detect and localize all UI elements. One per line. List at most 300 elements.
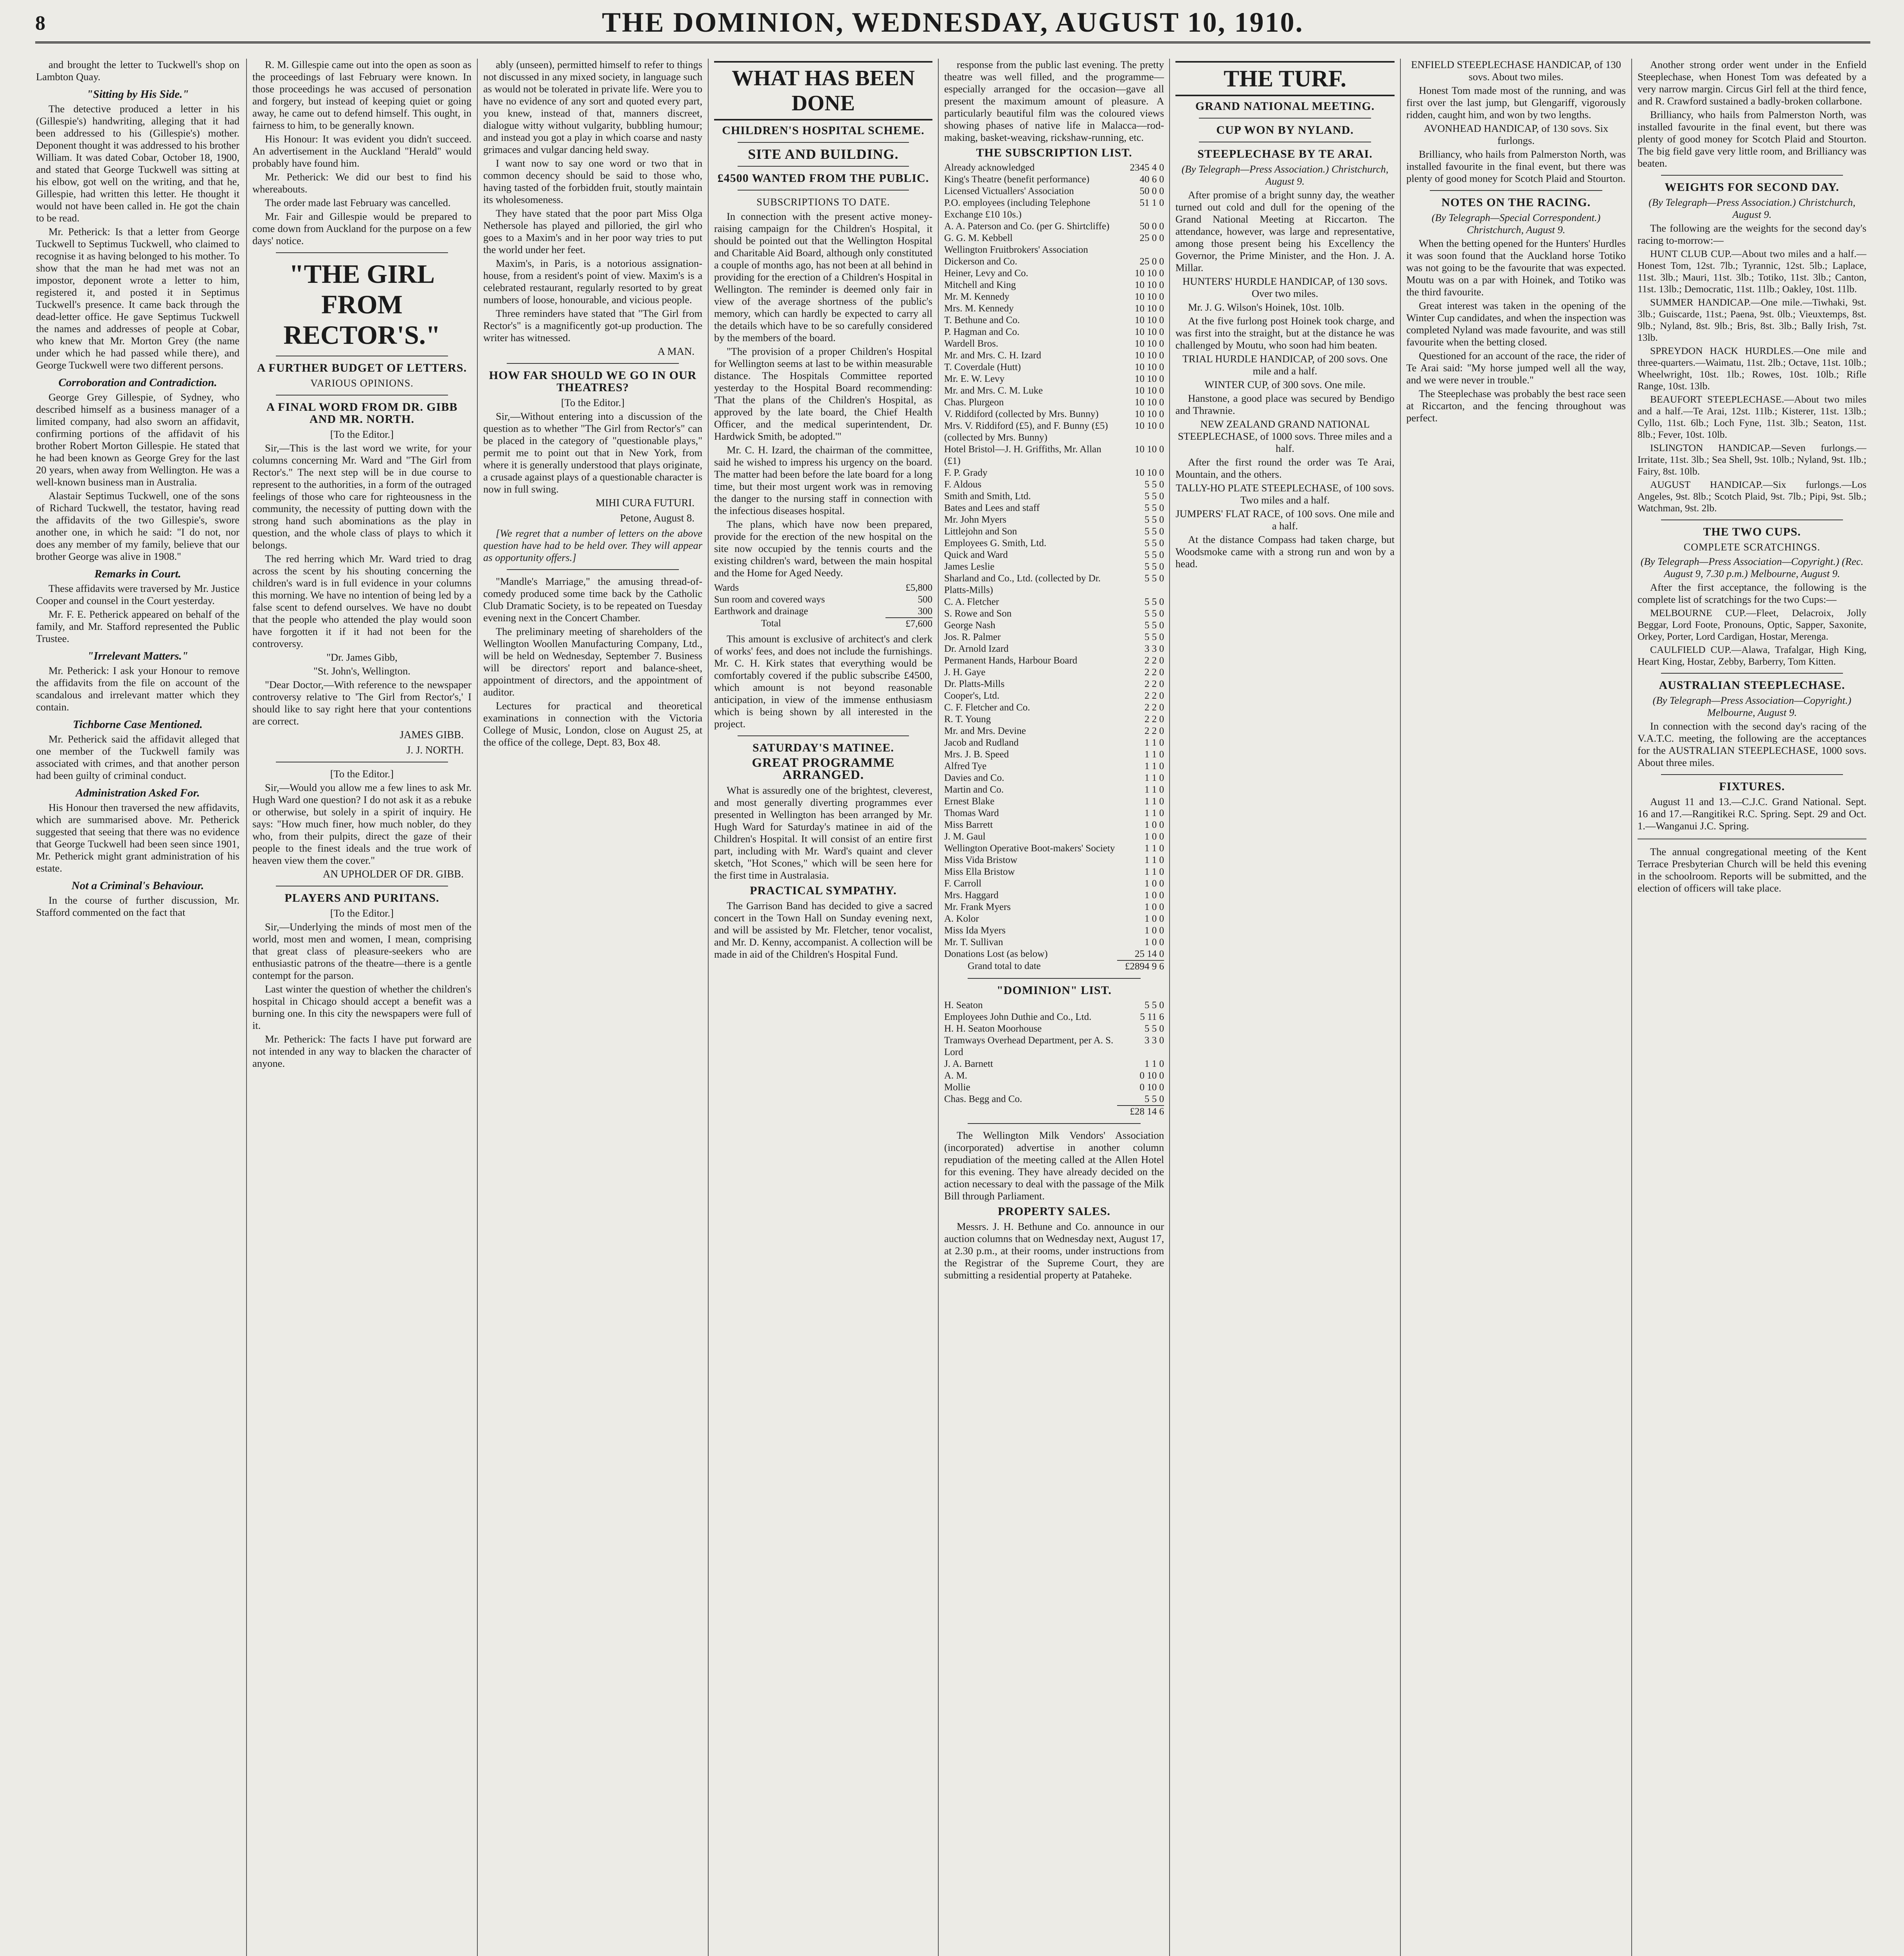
subscription-amount: 1 0 0 — [1145, 890, 1164, 901]
cost-table — [714, 582, 932, 630]
paragraph: His Honour: It was evident you didn't succeed. An advertisement in the Auckland "Herald" would probably have found him. — [252, 133, 472, 169]
subscriber-name: F. P. Grady — [944, 467, 988, 478]
subscription-amount: 1 1 0 — [1145, 773, 1164, 783]
paragraph: Mr. Petherick: Is that a letter from George Tuckwell to Septimus Tuckwell, who claimed to recognise it as having belonged to his mother. To show that the man he had met was not an impostor, deponent wrote a letter to him, registered it, and posted it in Septimus Tuckwell's presence. It came back through the dead-letter office. He gave Septimus Tuckwell the names and addresses of people at Cobar, who knew that Mr. Morton Grey (the name under which he had passed while there), and George Tuckwell were two different persons. — [36, 226, 239, 371]
paragraph: Brilliancy, who hails from Palmerston North, was installed favourite in the final event, but there was plenty of good money for Scotch Plaid and Stourton. The big field gave very little room, and Brilliancy was beaten. — [1638, 109, 1866, 169]
byline: (By Telegraph—Special Correspondent.) Christchurch, August 9. — [1431, 212, 1601, 236]
paragraph: In the course of further discussion, Mr. Stafford commented on the fact that — [36, 894, 239, 918]
subscriber-name: Mr. and Mrs. C. H. Izard — [944, 350, 1041, 361]
subscriber-name: Permanent Hands, Harbour Board — [944, 655, 1078, 666]
subscriber-name: George Nash — [944, 620, 995, 631]
table-row — [944, 502, 1164, 514]
subheadline: GREAT PROGRAMME ARRANGED. — [752, 756, 895, 782]
table-row — [944, 1093, 1164, 1105]
paragraph: After promise of a bright sunny day, the weather turned out cold and dull for the opening of the Grand National Meeting at Riccarton. The attendance, however, was large and representative, among those present being his Excellency the Governor, the Prime Minister, and the Hon. J. A. Millar. — [1175, 189, 1395, 273]
subscriber-name: R. T. Young — [944, 714, 991, 725]
subscriber-name: Dr. Arnold Izard — [944, 644, 1009, 654]
subscription-amount: 10 10 0 — [1135, 362, 1164, 372]
paragraph: and brought the letter to Tuckwell's shop on Lambton Quay. — [36, 59, 239, 83]
subscription-amount: 5 5 0 — [1145, 573, 1164, 584]
paragraph: ably (unseen), permitted himself to refer to things not discussed in any mixed society, in language such as would not be tolerated in private life. Were you to have no evidence of any sort and quoted every part, you knew, instead of that, manners discreet, dialogue witty without vulgarity, bubbling humour; and instead you got a play in which coarse and nasty grimaces and vulgar dancing held sway. — [483, 59, 702, 155]
paragraph: Great interest was taken in the opening of the Winter Cup candidates, and when the inspection was completed Nyland was made favourite, and was still favourite when the betting closed. — [1406, 300, 1626, 348]
divider — [1661, 673, 1843, 674]
subheadline: FIXTURES. — [1719, 780, 1785, 793]
subscriber-name: Chas. Begg and Co. — [944, 1094, 1022, 1104]
subscription-amount: 1 1 0 — [1145, 796, 1164, 807]
headline-box — [714, 61, 932, 120]
subscriber-name: Dr. Platts-Mills — [944, 679, 1005, 689]
subscriber-name: Smith and Smith, Ltd. — [944, 491, 1031, 502]
race-title: JUMPERS' FLAT RACE, of 100 sovs. One mile and a half. — [1175, 508, 1395, 532]
paragraph: Messrs. J. H. Bethune and Co. announce in our auction columns that on Wednesday next, August 17, at 2.30 p.m., at their rooms, under instructions from the Registrar of the Supreme Court, they are submitting a residential property at Pataheke. — [944, 1221, 1164, 1281]
paragraph: Mr. Petherick: The facts I have put forward are not intended in any way to blacken the character of anyone. — [252, 1033, 472, 1069]
subscriber-name: T. Bethune and Co. — [944, 315, 1020, 325]
subheadline: PROPERTY SALES. — [998, 1205, 1110, 1218]
table-row — [944, 831, 1164, 843]
table-row — [944, 373, 1164, 385]
subheadline: PRACTICAL SYMPATHY. — [750, 884, 897, 897]
table-row — [944, 667, 1164, 678]
table-row — [944, 690, 1164, 702]
subscription-amount: 1 1 0 — [1145, 784, 1164, 795]
scratchings-entry: CAULFIELD CUP.—Alawa, Trafalgar, High King, Heart King, Hostar, Zebby, Barberry, Tom Kitten. — [1638, 644, 1866, 667]
byline: (By Telegraph—Press Association—Copyright.) (Rec. August 9, 7.30 p.m.) Melbourne, August 9. — [1640, 556, 1864, 579]
subheading: "Irrelevant Matters." — [87, 650, 188, 662]
paragraph: I want now to say one word or two that in common decency should be said to those who, having tasted of the forbidden fruit, stoutly maintain its wholesomeness. — [483, 157, 702, 205]
byline: (By Telegraph—Press Association.) Christchurch, August 9. — [1648, 196, 1855, 220]
subscriber-name: J. H. Gaye — [944, 667, 986, 678]
subscription-amount: 1 1 0 — [1145, 1059, 1164, 1069]
paragraph: response from the public last evening. The pretty theatre was well filled, and the programme—especially arranged for the occasion—gave all present the maximum amount of pleasure. A particularly beautiful film was the coloured views showing phases of native life in Malacca—rod-making, basket-weaving, rickshaw-running, etc. — [944, 59, 1164, 143]
subscription-amount: 10 10 0 — [1135, 444, 1164, 455]
column-rule — [938, 59, 939, 1956]
letter-paragraph: Sir,—Without entering into a discussion of the question as to whether "The Girl from Rector's" can be placed in the category of "questionable plays," permit me to point out that in New York, from where it is generally understood that plays originate, a crusade against plays of a questionable character is now in full swing. — [483, 410, 702, 495]
paragraph: Mr. Fair and Gillespie would be prepared to come down from Auckland for the purpose on a few days' notice. — [252, 210, 472, 246]
subheading: "Sitting by His Side." — [86, 88, 189, 101]
subscription-amount: 1 0 0 — [1145, 913, 1164, 924]
subscriber-name: Employees John Duthie and Co., Ltd. — [944, 1012, 1092, 1022]
weights-entry: BEAUFORT STEEPLECHASE.—About two miles and a half.—Te Arai, 12st. 11lb.; Kisterer, 11st. 13lb.; Cyllo, 11st. 6lb.; Loch Fyne, 11st. 3lb.; Seaton, 11st. 8lb.; Fever, 10st. 10lb. — [1638, 394, 1866, 440]
paragraph: The preliminary meeting of shareholders of the Wellington Woollen Manufacturing Company, Ltd., will be held on Wednesday, September 7. Business will be directors' report and balance-sheet, appointment of directors, and the appointment of auditor. — [483, 626, 702, 698]
subscriber-name: Davies and Co. — [944, 773, 1004, 783]
divider — [968, 978, 1141, 979]
table-row — [944, 749, 1164, 760]
table-row — [944, 256, 1164, 268]
paragraph: Questioned for an account of the race, the rider of Te Arai said: "My horse jumped well all the way, and we were never in trouble." — [1406, 350, 1626, 386]
signature: A MAN. — [657, 345, 695, 357]
column-1 — [36, 59, 239, 1956]
subscription-amount: 25 14 0 — [1135, 949, 1164, 959]
paragraph: Honest Tom made most of the running, and was first over the last jump, but Glengariff, vigorously ridden, caught him, and won by two lengths. — [1406, 84, 1626, 120]
divider — [1638, 838, 1866, 840]
paragraph: Mr. Petherick said the affidavit alleged that one member of the Tuckwell family was associated with crimes, and that another person had been guilty of criminal conduct. — [36, 733, 239, 781]
divider — [738, 735, 909, 736]
subscriber-name: A. A. Paterson and Co. (per G. Shirtcliffe) — [944, 221, 1110, 232]
subscriber-name: J. M. Gaul — [944, 831, 986, 842]
subscription-amount: 1 1 0 — [1145, 761, 1164, 771]
table-row — [944, 620, 1164, 631]
column-rule — [708, 59, 709, 1956]
paragraph: Another strong order went under in the Enfield Steeplechase, when Honest Tom was defeated by a very narrow margin. Circus Girl fell at the third fence, and R. Crawford sustained a badly-broken collarbone. — [1638, 59, 1866, 107]
table-row — [944, 491, 1164, 502]
divider — [738, 142, 909, 143]
paragraph: These affidavits were traversed by Mr. Justice Cooper and counsel in the Court yesterday. — [36, 582, 239, 606]
paragraph: They have stated that the poor part Miss Olga Nethersole has played and pilloried, the girl who goes to a Maxim's and in her poor way tries to put the world under her feet. — [483, 207, 702, 255]
editor-note: [To the Editor.] — [330, 768, 394, 780]
table-row — [944, 162, 1164, 174]
paragraph: The Garrison Band has decided to give a sacred concert in the Town Hall on Sunday evening next, and will be assisted by Mr. Fletcher, tenor vocalist, and Mr. D. Kenny, accompanist. A collection will be made in aid of the Children's Hospital Fund. — [714, 900, 932, 960]
dominion-list — [944, 1000, 1164, 1105]
table-row — [944, 678, 1164, 690]
race-title: WINTER CUP, of 300 sovs. One mile. — [1204, 379, 1366, 390]
table-row — [944, 948, 1164, 960]
subscriber-name: Martin and Co. — [944, 784, 1004, 795]
subscriber-name: Sharland and Co., Ltd. (collected by Dr. Platts-Mills) — [944, 573, 1101, 595]
table-row: Wards £5,800 — [714, 582, 932, 593]
divider — [738, 190, 909, 191]
subscription-amount: 2 2 0 — [1145, 714, 1164, 725]
table-row — [944, 174, 1164, 185]
subscriber-name: Miss Ella Bristow — [944, 867, 1015, 877]
table-row — [944, 890, 1164, 901]
weights-entry: AUGUST HANDICAP.—Six furlongs.—Los Angeles, 9st. 8lb.; Scotch Plaid, 9st. 7lb.; Pipi, 9st. 5lb.; Watchman, 9st. 2lb. — [1638, 479, 1866, 514]
subscriber-name: T. Coverdale (Hutt) — [944, 362, 1021, 372]
paragraph: The Steeplechase was probably the best race seen at Riccarton, and the fencing throughout was perfect. — [1406, 388, 1626, 424]
divider — [738, 166, 909, 167]
subscriber-name: Jos. R. Palmer — [944, 632, 1001, 642]
paragraph: After the first round the order was Te Arai, Mountain, and the others. — [1175, 456, 1395, 480]
subheadline: THE TWO CUPS. — [1703, 525, 1801, 538]
table-row — [944, 526, 1164, 538]
divider — [276, 252, 448, 253]
subscription-amount: 51 1 0 — [1139, 198, 1164, 208]
subscription-amount: 10 10 0 — [1135, 397, 1164, 408]
paragraph: In connection with the present active money-raising campaign for the Children's Hospital, it should be pointed out that the Wellington Hospital and Charitable Aid Board, although only constituted a couple of months ago, has not been at all behind in providing for the erection of a Children's Hospital in Wellington. The reminder is deemed only fair in view of the average shortness of the public's memory, which can hardly be expected to carry all the details which have to be so carefully considered by the members of the board. — [714, 210, 932, 343]
subscriber-name: Mr. T. Sullivan — [944, 937, 1003, 947]
subscription-amount: 1 0 0 — [1145, 831, 1164, 842]
letter-salutation: "Dr. James Gibb, — [326, 651, 398, 663]
subscriber-name: Quick and Ward — [944, 550, 1008, 560]
subscription-amount: 25 0 0 — [1139, 233, 1164, 243]
subscriber-name: Mrs. Haggard — [944, 890, 999, 901]
paragraph: Mr. C. H. Izard, the chairman of the committee, said he wished to impress his urgency on the board. The matter had been before the late board for a long time, but their most urgent work was in removing the danger to the nursing staff in connection with the infectious diseases hospital. — [714, 444, 932, 516]
table-row: Grand total to date £2894 9 6 — [968, 961, 1164, 972]
subscription-amount: 1 1 0 — [1145, 808, 1164, 818]
table-row — [944, 796, 1164, 807]
paragraph: Maxim's, in Paris, is a notorious assignation-house, from a resident's point of view. Maxim's is a celebrated restaurant, regularly resorted to by great numbers of loose, honourable, and vicious people. — [483, 257, 702, 306]
column-rule — [1169, 59, 1170, 1956]
subscriber-name: C. A. Fletcher — [944, 597, 999, 607]
table-row — [944, 608, 1164, 620]
table-row — [944, 596, 1164, 608]
subscription-amount: 50 0 0 — [1139, 186, 1164, 196]
subscriber-name: Tramways Overhead Department, per A. S. Lord — [944, 1035, 1114, 1057]
subscriber-name: Miss Vida Bristow — [944, 855, 1017, 865]
subscriber-name: C. F. Fletcher and Co. — [944, 702, 1030, 713]
headline-box — [1175, 61, 1395, 96]
subscriber-name: A. M. — [944, 1070, 968, 1081]
subscriber-name: A. Kolor — [944, 913, 979, 924]
subscription-amount: 5 5 0 — [1145, 632, 1164, 642]
paragraph: Three reminders have stated that "The Girl from Rector's" is a magnificently got-up production. The writer has witnessed. — [483, 307, 702, 343]
subscription-amount: 10 10 0 — [1135, 315, 1164, 325]
paragraph: Mr. Petherick: I ask your Honour to remove the affidavits from the file on account of the scandalous and irrelevant matter which they contain. — [36, 665, 239, 713]
subscriber-name: P.O. employees (including Telephone Exchange £10 10s.) — [944, 198, 1091, 220]
subscription-amount — [1117, 244, 1164, 256]
table-row: Sun room and covered ways 500 — [714, 594, 932, 605]
headline: "THE GIRL FROM RECTOR'S." — [283, 259, 441, 350]
subscription-amount: 2 2 0 — [1145, 726, 1164, 736]
subheadline: PLAYERS AND PURITANS. — [284, 892, 439, 904]
column-6 — [1175, 59, 1395, 1956]
table-row — [944, 866, 1164, 878]
table-row — [944, 221, 1164, 232]
table-row — [944, 361, 1164, 373]
subscriber-name: Wellington Fruitbrokers' Association — [944, 244, 1088, 255]
table-row — [944, 1000, 1164, 1011]
paragraph: At the distance Compass had taken charge, but Woodsmoke came with a strong run and won by a head. — [1175, 534, 1395, 570]
subscription-amount: 1 1 0 — [1145, 843, 1164, 854]
letter-paragraph: Sir,—Would you allow me a few lines to ask Mr. Hugh Ward one question? I do not ask it as a rebuke or otherwise, but solely in a spirit of inquiry. He says: "How much finer, how much nobler, do they who, from their pulpits, direct the gaze of their people to the finest ideals and the true work of heaven view them the cover." — [252, 782, 472, 866]
paragraph: The plans, which have now been prepared, provide for the erection of the new hospital on the site now occupied by the tennis courts and the existing children's ward, between the main hospital and the Home for Aged Needy. — [714, 518, 932, 579]
paragraph: The order made last February was cancelled. — [265, 197, 451, 209]
subscription-amount: 2 2 0 — [1145, 690, 1164, 701]
table-row — [944, 1023, 1164, 1035]
subheadline: STEEPLECHASE BY TE ARAI. — [1197, 147, 1373, 160]
subheadline: £4500 WANTED FROM THE PUBLIC. — [717, 172, 929, 185]
signature: J. J. NORTH. — [406, 744, 464, 756]
subheading: Corroboration and Contradiction. — [58, 376, 217, 389]
signature: AN UPHOLDER OF DR. GIBB. — [322, 868, 464, 880]
subscriber-name: S. Rowe and Son — [944, 608, 1012, 619]
column-rule — [477, 59, 478, 1956]
table-row — [944, 420, 1164, 444]
subheadline: AUSTRALIAN STEEPLECHASE. — [1659, 679, 1845, 692]
column-5 — [944, 59, 1164, 1956]
table-row — [944, 303, 1164, 315]
table-row — [944, 1082, 1164, 1093]
subscriber-name: Mr. and Mrs. Devine — [944, 726, 1026, 736]
subscription-amount: 1 0 0 — [1145, 937, 1164, 947]
editor-note: [To the Editor.] — [561, 397, 625, 408]
subscription-amount: 3 3 0 — [1145, 1035, 1164, 1046]
race-title: AVONHEAD HANDICAP, of 130 sovs. Six furlongs. — [1424, 122, 1609, 146]
paragraph: Lectures for practical and theoretical examinations in connection with the Victoria College of Music, London, close on August 25, at the office of the college, Dept. 83, Box 48. — [483, 700, 702, 748]
signature: MIHI CURA FUTURI. — [596, 497, 695, 509]
table-row — [944, 197, 1164, 221]
subscription-amount: 25 0 0 — [1139, 256, 1164, 267]
subscriber-name: Hotel Bristol—J. H. Griffiths, Mr. Allan (£1) — [944, 444, 1101, 466]
table-row — [944, 819, 1164, 831]
paragraph: George Grey Gillespie, of Sydney, who described himself as a business manager of a limited company, had also sworn an affidavit, confirming portions of the affidavit of his brother Robert Morton Gillespie. He stated that he had been known as George Grey for the last 20 years, when away from Wellington. He was a well-known business man in Australia. — [36, 391, 239, 488]
table-row — [944, 655, 1164, 667]
table-row: £28 14 6 — [944, 1106, 1164, 1118]
subscriber-name: V. Riddiford (collected by Mrs. Bunny) — [944, 409, 1099, 419]
table-row — [944, 725, 1164, 737]
divider — [1199, 118, 1371, 119]
paragraph: The detective produced a letter in his (Gillespie's) handwriting, alleging that it had been addressed to his (Gillespie's) mother. Deponent thought it was addressed to his brother William. It was dated Cobar, October 18, 1900, and stated that George Tuckwell was sitting at his elbow, got well on the writing, and that he, Gillespie, had written this letter. He thought it would not have been called in. He got the chain to be read. — [36, 103, 239, 224]
subscriber-name: H. Seaton — [944, 1000, 983, 1010]
table-row — [944, 549, 1164, 561]
table-row — [944, 1035, 1164, 1058]
subscription-amount: 10 10 0 — [1135, 327, 1164, 337]
table-row — [944, 854, 1164, 866]
subheadline: A FURTHER BUDGET OF LETTERS. — [257, 361, 467, 374]
table-row — [944, 807, 1164, 819]
subscriber-name: James Leslie — [944, 561, 995, 572]
table-row — [944, 631, 1164, 643]
subscription-amount: 5 11 6 — [1140, 1012, 1164, 1022]
subscription-amount: 2 2 0 — [1145, 702, 1164, 713]
weights-entry: SUMMER HANDICAP.—One mile.—Tiwhaki, 9st. 3lb.; Guiscarde, 11st.; Paena, 9st. 0lb.; Vieuxtemps, 8st. 9lb.; Nyland, 8st. 9lb.; Bris, 8st. 3lb.; Bally Irish, 7st. 13lb. — [1638, 297, 1866, 343]
race-title: NEW ZEALAND GRAND NATIONAL STEEPLECHASE, of 1000 sovs. Three miles and a half. — [1178, 418, 1392, 454]
paragraph: August 11 and 13.—C.J.C. Grand National. Sept. 16 and 17.—Rangitikei R.C. Spring. Sept. 29 and Oct. 1.—Wanganui J.C. Spring. — [1638, 796, 1866, 832]
subscription-amount: 5 5 0 — [1145, 526, 1164, 537]
letter-paragraph: Last winter the question of whether the children's hospital in Chicago should accept a benefit was a burning one. In this city the newspapers were full of it. — [252, 983, 472, 1031]
subscriber-name: Mr. and Mrs. C. M. Luke — [944, 385, 1043, 396]
subheadline: HOW FAR SHOULD WE GO IN OUR THEATRES? — [489, 369, 697, 394]
weights-entry: SPREYDON HACK HURDLES.—One mile and three-quarters.—Waimatu, 11st. 2lb.; Octave, 11st. 10lb.; Wheelwright, 10st. 1lb.; Rowes, 10st. 10lb.; Rifle Range, 10st. 13lb. — [1638, 345, 1866, 392]
subscriber-name: Mr. M. Kennedy — [944, 291, 1010, 302]
table-row — [944, 643, 1164, 655]
subscriber-name: Donations Lost (as below) — [944, 949, 1048, 959]
subscriber-name: Bates and Lees and staff — [944, 503, 1040, 513]
paragraph: The following are the weights for the second day's racing to-morrow:— — [1638, 222, 1866, 246]
table-row — [944, 1070, 1164, 1082]
subscription-amount: 10 10 0 — [1135, 303, 1164, 314]
weights-entry: HUNT CLUB CUP.—About two miles and a half.—Honest Tom, 12st. 7lb.; Tyrannic, 12st. 5lb.; Laplace, 11st. 3lb.; Mauri, 11st. 3lb.; Totiko, 11st. 3lb.; Canton, 11st. 13lb.; Democratic, 11st. 11lb.; Oakley, 10st. 11lb. — [1638, 248, 1866, 295]
paragraph: Brilliancy, who hails from Palmerston North, was installed favourite in the final event, but there was plenty of good money for Scotch Plaid and Stourton. — [1406, 148, 1626, 184]
subscriber-name: Cooper's, Ltd. — [944, 690, 1000, 701]
subheadline: WEIGHTS FOR SECOND DAY. — [1665, 181, 1839, 194]
subscriber-name: Wardell Bros. — [944, 338, 999, 349]
subscriber-name: F. Carroll — [944, 878, 982, 889]
subscription-amount: 1 1 0 — [1145, 867, 1164, 877]
paragraph: "Mandle's Marriage," the amusing thread-of-comedy produced some time back by the Catholic Club Dramatic Society, is to be repeated on Tuesday evening next in the Concert Chamber. — [483, 575, 702, 624]
subscriber-name: Heiner, Levy and Co. — [944, 268, 1028, 279]
subscriber-name: Dickerson and Co. — [944, 256, 1017, 267]
subheadline: THE SUBSCRIPTION LIST. — [976, 146, 1132, 159]
subscription-amount: 5 5 0 — [1145, 491, 1164, 502]
subscription-amount: 5 5 0 — [1145, 514, 1164, 525]
subheadline: SITE AND BUILDING. — [748, 146, 899, 162]
subscriber-name: F. Aldous — [944, 479, 982, 490]
subscriber-name: Mollie — [944, 1082, 970, 1093]
table-row — [944, 326, 1164, 338]
divider — [507, 569, 679, 570]
subscription-amount: 2 2 0 — [1145, 655, 1164, 666]
table-row — [944, 268, 1164, 279]
subscription-amount: 5 5 0 — [1145, 1094, 1164, 1104]
table-row — [944, 467, 1164, 479]
subscriber-name: Already acknowledged — [944, 162, 1035, 173]
subscription-amount: 5 5 0 — [1145, 503, 1164, 513]
table-row — [944, 702, 1164, 714]
column-8 — [1638, 59, 1866, 1956]
subscriber-name: Mrs. V. Riddiford (£5), and F. Bunny (£5) (collected by Mrs. Bunny) — [944, 421, 1108, 443]
subscription-amount: 10 10 0 — [1135, 291, 1164, 302]
divider — [1661, 175, 1843, 176]
editor-note: [We regret that a number of letters on the above question have had to be held over. They will appear as opportunity offers.] — [483, 527, 702, 563]
editor-note: [To the Editor.] — [330, 907, 394, 919]
subscription-amount: 1 1 0 — [1145, 855, 1164, 865]
column-4 — [714, 59, 932, 1956]
race-title: TRIAL HURDLE HANDICAP, of 200 sovs. One mile and a half. — [1182, 353, 1388, 377]
table-row — [944, 878, 1164, 890]
subscription-amount: 3 3 0 — [1145, 644, 1164, 654]
subscription-amount: 10 10 0 — [1135, 268, 1164, 279]
subheadline: COMPLETE SCRATCHINGS. — [1684, 541, 1820, 553]
scratchings-entry: MELBOURNE CUP.—Fleet, Delacroix, Jolly Beggar, Lord Foote, Pronouns, Optic, Sapper, Saxonite, Orkey, Porter, Lord Cardigan, Hostar, Merenga. — [1638, 607, 1866, 642]
paragraph: His Honour then traversed the new affidavits, which are summarised above. Mr. Petherick suggested that seeing that there was no evidence that George Tuckwell had been seen since 1901, Mr. Petherick might grant administration of his estate. — [36, 802, 239, 874]
subscriber-name: Mrs. J. B. Speed — [944, 749, 1009, 760]
table-row — [944, 772, 1164, 784]
table-row — [944, 760, 1164, 772]
subscription-amount: 5 5 0 — [1145, 620, 1164, 631]
subscription-amount: 10 10 0 — [1135, 338, 1164, 349]
table-row — [944, 901, 1164, 913]
column-2 — [252, 59, 472, 1956]
paragraph: The Wellington Milk Vendors' Association (incorporated) advertise in another column repudiation of the meeting called at the Allen Hotel for this evening. They have already decided on the action necessary to deal with the passage of the Milk Bill through Parliament. — [944, 1129, 1164, 1202]
subscription-amount: 5 5 0 — [1145, 1023, 1164, 1034]
column-7 — [1406, 59, 1626, 1956]
newspaper-title: THE DOMINION, WEDNESDAY, AUGUST 10, 1910. — [602, 7, 1304, 38]
table-row — [944, 843, 1164, 854]
divider — [968, 1123, 1141, 1124]
subscriber-name: Mitchell and King — [944, 280, 1016, 290]
subscription-amount: 1 0 0 — [1145, 902, 1164, 912]
subscription-amount: 5 5 0 — [1145, 608, 1164, 619]
subheadline: A FINAL WORD FROM DR. GIBB AND MR. NORTH. — [266, 401, 458, 426]
subscription-amount: 10 10 0 — [1135, 350, 1164, 361]
table-row — [944, 185, 1164, 197]
subheadline: VARIOUS OPINIONS. — [310, 378, 414, 389]
weights-entry: ISLINGTON HANDICAP.—Seven furlongs.—Irritate, 11st. 3lb.; Sea Shell, 9st. 10lb.; Nyland, 9st. 1lb.; Fairy, 8st. 10lb. — [1638, 442, 1866, 477]
subscription-amount: 2 2 0 — [1145, 667, 1164, 678]
table-row — [944, 714, 1164, 725]
subheading: Remarks in Court. — [94, 568, 181, 580]
table-row — [944, 1058, 1164, 1070]
subscription-amount: 1 0 0 — [1145, 820, 1164, 830]
paragraph: The annual congregational meeting of the Kent Terrace Presbyterian Church will be held this evening in the schoolroom. Reports will be submitted, and the election of officers will take place. — [1638, 846, 1866, 894]
table-row — [944, 937, 1164, 948]
race-title: HUNTERS' HURDLE HANDICAP, of 130 sovs. Over two miles. — [1182, 275, 1388, 299]
paragraph: In connection with the second day's racing of the V.A.T.C. meeting, the following are the acceptances for the AUSTRALIAN STEEPLECHASE, 1000 sovs. About three miles. — [1638, 720, 1866, 768]
subscriber-name: H. H. Seaton Moorhouse — [944, 1023, 1042, 1034]
subscription-amount: 1 0 0 — [1145, 878, 1164, 889]
subscriber-name: Miss Barrett — [944, 820, 993, 830]
subscriber-name: Littlejohn and Son — [944, 526, 1017, 537]
letter-paragraph: Sir,—Underlying the minds of most men of the world, most men and women, I mean, comprising that great class of pleasure-seekers who are enthusiastic patrons of the theatre—there is a gentle contempt for the parson. — [252, 921, 472, 981]
masthead — [35, 5, 1870, 43]
dominion-total — [944, 1105, 1164, 1118]
table-row — [944, 573, 1164, 596]
headline: THE TURF. — [1224, 66, 1346, 92]
subscription-amount: 1 1 0 — [1145, 749, 1164, 760]
letter-paragraph: "Dear Doctor,—With reference to the newspaper controversy relative to 'The Girl from Rector's,' I should like to say right here that your contentions are correct. — [252, 679, 472, 727]
table-row — [944, 350, 1164, 361]
divider — [507, 363, 679, 364]
subscription-amount: 2 2 0 — [1145, 679, 1164, 689]
subscriber-name: J. A. Barnett — [944, 1059, 993, 1069]
letter-salutation: "St. John's, Wellington. — [313, 665, 410, 677]
subscriber-name: Employees G. Smith, Ltd. — [944, 538, 1047, 548]
paragraph: Mr. Petherick: We did our best to find his whereabouts. — [252, 171, 472, 195]
paragraph: At the five furlong post Hoinek took charge, and was first into the straight, but at the distance he was challenged by Moutu, who soon had him beaten. — [1175, 315, 1395, 351]
byline: (By Telegraph—Press Association—Copyright.) Melbourne, August 9. — [1652, 694, 1852, 718]
paragraph: "The provision of a proper Children's Hospital for Wellington seems at last to be within measurable distance. The Hospitals Committee reported yesterday to the Hospital Board recommending: 'That the plans of the Children's Hospital, as approved by the late board, the Chief Health Officer, and the medical superintendent, Dr. Hardwick Smith, be adopted.'" — [714, 345, 932, 442]
paragraph: Mr. J. G. Wilson's Hoinek, 10st. 10lb. — [1188, 301, 1344, 313]
